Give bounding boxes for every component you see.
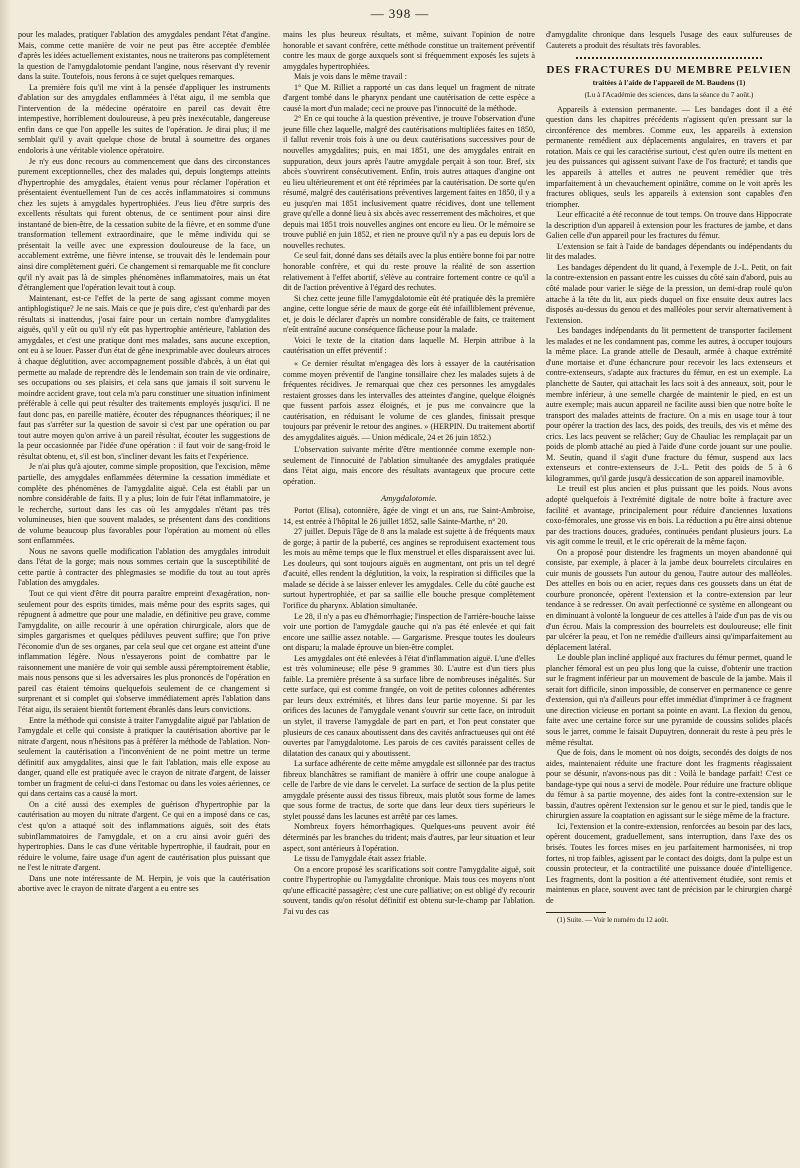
quotation: « Ce dernier résultat m'engagea dès lors à essayer de la cautérisation comme moyen préventif de l'angine tonsillaire chez les malades sujets à de fréquentes récidives. Je remarquai que chez ces personnes les amygdales restaient grosses dans les intervalles des atteintes d'angine, quelque éloignés que fussent parfois assez éloignés, et je pus me convaincre que la cautérisation, en réduisant le volume de ces glandes, finissait presque toujours par prévenir le retour des angines. » (HERPIN. Du traitement abortif des amygdalites aiguës. — Union médicale, 24 et 26 juin 1852.) (283, 358, 535, 442)
paragraph: On a proposé pour distendre les fragments un moyen abandonné qui consiste, par exemple, à placer à la jambe deux bourrelets circulaires en cuir munis de goussets l'un autour du genou, l'autre autour des malléoles. Des attelles en bois ou en acier, reçues dans ces goussets dans un état de courbure prononcée, opèrent l'extension et la contre-extension par leur tendance à se redresser. On avait perfectionné ce système en allongeant ou en diminuant à volonté la longueur de ces attelles à l'aide d'un pas de vis ou d'un écrou. Mais la compression des bourrelets est douloureuse; elle finit par ulcérer la peau, et l'on ne remédie d'ailleurs ainsi qu'imparfaitement au déplacement latéral. (546, 547, 792, 652)
footnote: (1) Suite. — Voir le numéro du 12 août. (557, 916, 669, 925)
paragraph: Que de fois, dans le moment où nos doigts, secondés des doigts de nos aides, maintenaient réduite une fracture dont les fragments réagissaient pour se désunir, n'avons-nous pas dit : Voilà le bandage parfait! C'est ce bandage-type qui nous a servi de modèle. Pour réduire une fracture oblique du fémur à sa partie moyenne, des aides font la contre-extension sur le bassin, d'autres opèrent l'extension sur le genou et sur le pied, tandis que le chirurgien assure la coaptation en agissant sur le siège même de la fracture. (546, 748, 792, 821)
paragraph: pour les malades, pratiquer l'ablation des amygdales pendant l'état d'angine. Mais, comme cette manière de voir ne peut pas être acceptée d'emblée d'après les idées actuellement existantes, nous ne traiterons pas complètement la question de l'amygdalotomie pendant l'angine, nous réservant d'y revenir dans la suite. Toutefois, nous ferons à ce sujet quelques remarques. (18, 30, 270, 82)
section-note: (Lu à l'Académie des sciences, dans la séance du 7 août.) (584, 90, 754, 100)
paragraph: Nous ne savons quelle modification l'ablation des amygdales introduit dans l'état de la gorge; mais nous sommes certain que la susceptibilité de cette partie à contracter des phlegmasies se modifie du tout au tout après l'ablation des amygdales. (18, 546, 270, 588)
paragraph: 2° En ce qui touche à la question préventive, je trouve l'observation d'une jeune fille chez laquelle, malgré des cautérisations multipliées faites en 1850, il fallut revenir trois fois à une ou deux cautérisations successives pour de nouvelles amygdalites; puis, en mai 1851, une des amygdales entrait en suppuration, deux jours après l'autre amygdale perçait à son tour. Bref, six abcès s'ouvrirent consécutivement. Enfin, trois autres attaques d'angine ont eu lieu ultérieurement et ont été réprimées par la cautérisation. De sorte qu'en résumé, malgré des cautérisations préventives largement faites en 1850, il y a eu jusqu'en mai 1851 inclusivement quatre récidives, dont une tellement grave qu'elle a donné lieu à six abcès avec resserrement des mâchoires, et que depuis mai 1851 trois nouvelles angines ont encore eu lieu. Or le mémoire se trouve publié en juin 1852, et rien ne prouve qu'il n'y a pas eu depuis lors de nouvelles rechutes. (283, 114, 535, 250)
paragraph: Je n'y eus donc recours au commencement que dans des circonstances purement exceptionnelles, chez des malades qui, depuis longtemps atteints d'hypertrophie des amygdales, étaient venus pour réclamer l'opération et présentaient éventuellement l'un de ces accès inflammatoires si communs chez les sujets à amygdales hypertrophiées. J'eus lieu d'être surpris des excellents résultats qui furent obtenus, de ce sentiment pour ainsi dire instantané de bien-être, de la cessation subite de la fièvre, et en somme d'une transformation tellement extraordinaire, que le même individu qui se présentait la veille avec une expression douloureuse de la face, un accablement extrême, une fièvre intense, se trouvait dès le lendemain pour ainsi dire complètement guéri. Ce changement si remarquable me fit conclure qu'il n'y avait pas là de simples phénomènes inflammatoires, mais un état d'étranglement que l'opération levait tout à coup. (18, 156, 270, 293)
paragraph: Le double plan incliné appliqué aux fractures du fémur permet, quand le plancher fémoral est un peu plus long que la cuisse, d'obtenir une traction sur le fragment inférieur par un mouvement de bascule de la jambe. Mais il serait fort difficile, sinon impossible, de conserver en permanence ce genre d'extension, qui n'a d'ailleurs pour effet immédiat d'imprimer à ce fragment une direction vicieuse en portant sa pointe en avant. La flexion du genou, faite avec une certaine force sur une pyramide de coussins solides placés sous le jarret, comme le faisait Dupuytren, donnerait du reste à peu près le même résultat. (546, 653, 792, 747)
section-divider (576, 57, 762, 59)
paragraph: Maintenant, est-ce l'effet de la perte de sang agissant comme moyen antiphlogistique? Je ne sais. Mais ce que je puis dire, c'est qu'enhardi par des résultats si inattendus, j'osai faire pour un certain nombre d'amygdalites aiguës, qu'il y eût ou qu'il n'y eût pas hypertrophie antérieure, l'ablation des amygdales, et c'est une pratique dont mes malades, sans aucune exception, ont eu à se louer. Passer d'un état de gêne inexprimable avec douleurs atroces à chaque déglutition, avec accompagnement possible d'abcès, à un état qui permette au malade de reprendre dès le lendemain son train de vie ordinaire, ses occupations ou ses plaisirs, et cela sans que jamais il soit survenu le moindre accident grave, tout cela m'a paru constituer une situation infiniment préférable à celle qui peut résulter des traitements employés jusqu'ici. Il ne faut donc pas, en pareille matière, écouter des répugnances théoriques; il ne faut pas s'arrêter sur la question de savoir si c'est par une opération ou par tout autre moyen qu'on arrive à un pareil résultat, écouter les suggestions de la peur occasionnée par l'idée d'une opération : il faut voir de sang-froid le résultat obtenu, et, s'il est bon, s'incliner devant les faits et l'expérience. (18, 293, 270, 461)
paragraph: L'extension se fait à l'aide de bandages dépendants ou indépendants du lit des malades. (546, 241, 792, 262)
paragraph: Les amygdales ont été enlevées à l'état d'inflammation aiguë. L'une d'elles est très volumineuse; elle pèse 9 grammes 30. L'autre est d'un tiers plus faible. La première présente à sa surface libre de nombreuses inégalités. Sur cette surface, qui est comme frangée, on voit de petites colonnes adhérentes par leurs deux extrémités, et libres dans leur partie moyenne. Si par les orifices des lacunes de l'amygdale venant s'ouvrir sur cette face, on introduit un stylet, il traverse l'amygdale de part en part, et l'on peut constater que plusieurs de ces canaux aboutissent dans des cavités anfractueuses qui ont été ouvertes par l'amygdalotome. Les parois de ces cavités paraissent celles de dilatation des canaux qui y aboutissent. (283, 653, 535, 758)
paragraph: Dans une note intéressante de M. Herpin, je vois que la cautérisation abortive avec le crayon de nitrate d'argent a eu entre ses (18, 873, 270, 894)
column-1 (18, 30, 270, 1160)
paragraph: Je n'ai plus qu'à ajouter, comme simple proposition, que l'excision, même partielle, des amygdales enflammées détermine la cessation immédiate et complète des phénomènes de l'amygdalite aiguë. Cela est établi par un nombre considérable de faits. Il y a plus; loin de fuir l'état inflammatoire, je le recherche, surtout dans les cas où les amygdales n'étant pas très volumineuses, bien que souvent malades, se présentent dans des conditions de volume beaucoup plus favorables pour l'opération au moment où elles sont enflammées. (18, 462, 270, 546)
paragraph: Leur efficacité a été reconnue de tout temps. On trouve dans Hippocrate la description d'un appareil à extension pour les fractures de jambe, et dans Galien celle d'un appareil pour les fractures du fémur. (546, 210, 792, 241)
column-3 (546, 30, 792, 1160)
paragraph: On a encore proposé les scarifications soit contre l'amygdalite aiguë, soit contre l'hypertrophie ou l'amygdalite chronique. Mais tous ces moyens n'ont qu'une efficacité passagère; c'est une cure palliative; on est obligé d'y recourir souvent, tandis qu'on résolut définitif est obtenu sur-le-champ par l'ablation. J'ai vu des cas (283, 864, 535, 916)
paragraph: Nombreux foyers hémorrhagiques. Quelques-uns peuvent avoir été déterminés par les branches du trident; mais d'autres, par leur situation et leur aspect, sont antérieurs à l'opération. (283, 822, 535, 853)
paragraph: Appareils à extension permanente. — Les bandages dont il a été question dans les chapitres précédents n'agissent qu'en pressant sur la circonférence des membres. Comme eux, les appareils à extension permanente remédient aux déplacements angulaires, en travers et par rotation. Mais ce qui les caractérise surtout, c'est qu'en outre ils mettent en jeu des puissances qui agissent suivant l'axe de l'os fracturé; et tandis que les appareils à attelles et autres ne peuvent remédier que très imparfaitement à un chevauchement opiniâtre, comme on le voit après les fractures obliques, seuls les appareils à extension sont capables d'en triompher. (546, 104, 792, 209)
paragraph: Le 28, il n'y a pas eu d'hémorrhagie; l'inspection de l'arrière-bouche laisse voir une portion de l'amygdale gauche qui n'a pas été enlevée et qui fait encore une saillie assez notable. — Gargarisme. Presque toutes les douleurs ont disparu; la malade éprouve un bien-être complet. (283, 611, 535, 653)
paragraph: Portot (Elisa), cotonnière, âgée de vingt et un ans, rue Saint-Ambroise, 14, est entrée à l'hôpital le 26 juillet 1852, salle Sainte-Marthe, n° 20. (283, 506, 535, 526)
section-title: DES FRACTURES DU MEMBRE PELVIEN (546, 64, 792, 77)
paragraph: Tout ce qui vient d'être dit pourra paraître empreint d'exagération, non-seulement pour des esprits timides, mais même pour des esprits sages, qui répugnent à admettre que pour une maladie, en définitive peu grave, comme l'amygdalite, on aille recourir à une opération chirurgicale, alors que de simples gargarismes et quelques pédiluves peuvent suffire; que l'on prive l'économie d'un de ses organes, par cela seul que cet organe est atteint d'une inflammation légère. Nous n'essayerons point de combattre par le raisonnement une manière de voir qui semble aussi péremptoirement établie, mais nous pensons que si les adversaires les plus prononcés de l'opération en pareil cas étaient témoins quelquefois seulement de ce changement si surprenant et si complet qui s'observe immédiatement après l'ablation dans l'état aigu, ils seraient bientôt fortement ébranlés dans leurs convictions. (18, 588, 270, 714)
paragraph: 27 juillet. Depuis l'âge de 8 ans la malade est sujette à de fréquents maux de gorge; à partir de la puberté, ces angines se reproduisent exactement tous les mois au même temps que le flux menstruel et elles disparaissent avec lui. Les douleurs, qui sont toujours aiguës en augmentant, ont pris un tel degré d'acuité, elles rendent la déglutition, la voix, la respiration si difficiles que la malade se décide à se laisser enlever les amygdales. Celle du côté gauche est surtout hypertrophiée, et par sa saillie elle bouche presque complètement l'orifice du pharynx. Ablation simultanée. (283, 527, 535, 610)
section-subtitle: traitées à l'aide de l'appareil de M. Baudens (1) (592, 77, 746, 87)
paragraph: Si chez cette jeune fille l'amygdalotomie eût été pratiquée dès la première angine, cette longue série de maux de gorge eût été infailliblement prévenue, et, je dois le déclarer d'après un nombre considérable de faits, ce traitement n'eût entraîné aucune conséquence fâcheuse pour la malade. (283, 293, 535, 335)
paragraph: Le treuil est plus ancien et plus puissant que les poids. Nous avons adopté quelquefois à l'extrémité digitale de notre boîte à fracture avec facilité et avantage, principalement pour réduire d'anciennes luxations coxo-fémorales, une grosse vis en bois. La réduction a pu être ainsi obtenue par des tractions douces, graduées, continuées pendant plusieurs jours. La vis agit comme le treuil, et le cric opérerait de la même façon. (546, 484, 792, 547)
paragraph: Ici, l'extension et la contre-extension, renforcées au besoin par des lacs, opèrent doucement, graduellement, sans interruption, dans l'axe des os brisés. Toutes les forces mises en jeu parfaitement harmonisées, ni trop fortes, ni trop faibles, agissent par le contact des doigts, dont la pulpe est un coussin protecteur, et la contractilité une puissance douée d'intelligence. Les fragments, dont la position a été attentivement étudiée, sont remis et maintenus en place, souvent avec tant de précision par le chirurgien chargé de (546, 821, 792, 905)
paragraph: Entre la méthode qui consiste à traiter l'amygdalite aiguë par l'ablation de l'amygdale et celle qui consiste à pratiquer la cautérisation abortive par le nitrate d'argent, nous n'hésitons pas à préférer la méthode de l'ablation. Non-seulement la cautérisation a l'inconvénient de ne point mettre un terme définitif aux amygdalites, ainsi que le fait l'ablation, mais elle expose au danger, quand elle est pratiquée avec le crayon de nitrate d'argent, de laisser tomber un fragment de celui-ci dans l'estomac ou dans les voies aériennes, ce qui dans certains cas a causé la mort. (18, 715, 270, 799)
binding-shadow (0, 0, 10, 1168)
paragraph: Les bandages dépendent du lit quand, à l'exemple de J.-L. Petit, on fait la contre-extension en passant entre les cuisses du côté sain d'abord, puis au côté malade pour varier le siège de la pression, un demi-drap roulé qu'on attache à la tête du lit, aux pieds duquel on fixe ensuite deux autres lacs disposés au-dessus du genou et des malléoles pour servir alternativement à l'extension. (546, 262, 792, 325)
footnote-divider (546, 912, 606, 913)
paragraph: Ce seul fait, donné dans ses détails avec la plus entière bonne foi par notre honorable confrère, et qui du reste prouve la réalité de son assertion relativement à l'effet abortif, s'élève au contraire fortement contre ce qu'il a dit de l'action préventive à l'égard des rechutes. (283, 251, 535, 293)
paragraph: La première fois qu'il me vint à la pensée d'appliquer les instruments d'ablation sur des amygdales enflammées à l'état aigu, il me sembla que l'intervention de la médecine opératoire en pareil cas devait être intempestive, horriblement douloureuse, à peu près inexécutable, dangereuse enfin dans ce que l'on appelle les suites de l'opération. Je dirai plus; il me semblait qu'il y avait quelque chose de brutal à soumettre des organes endoloris à une véritable violence opératoire. (18, 82, 270, 156)
case-subheading: Amygdalotomie. (380, 492, 438, 503)
paragraph: L'observation suivante mérite d'être mentionnée comme exemple non-seulement de l'innocuité de l'ablation simultanée des amygdales pratiquée dans l'état aigu, mais encore des résultats avantageux que procure cette opération. (283, 445, 535, 486)
paragraph: Les bandages indépendants du lit permettent de transporter facilement les malades et ne les condamnent pas, comme les autres, à occuper toujours la même place. La grande attelle de Desault, armée à chaque extrémité d'une mortaise et d'une échancrure pour recevoir les lacs extenseurs et contre-extenseurs, s'adapte aux fractures du fémur, en est un exemple. La planchette de Sauter, qui attachait les lacs soit à des anneaux, soit, pour le membre inférieur, à une semelle chargée de maintenir le pied, en est un autre exemple; mais aucun appareil ne facilite aussi bien que notre boîte le transport des malades atteints de fracture. On a mis en usage tour à tour pour opérer la traction des lacs, des poids, des treuils, des vis et même des crics. Les lacs peuvent se relâcher; Guy de Chauliac les remplaçait par un poids de plomb attaché au pied à l'aide d'une corde jouant sur une poulie. M. Seutin, quand il s'agit d'une fracture du fémur, suspend aux lacs extenseurs et contre-extenseurs de J.-L. Petit des poids de 5 à 6 kilogrammes, qu'il garde jusqu'à dessiccation de son appareil inamovible. (546, 326, 792, 483)
page-number: — 398 — (0, 6, 800, 22)
paragraph: Mais je vois dans le même travail : (294, 72, 408, 82)
paragraph: mains les plus heureux résultats, et même, suivant l'opinion de notre honorable et savant confrère, cette méthode constitue un traitement préventif contre les maux de gorge auxquels sont si fréquemment exposés les sujets à amygdales hypertrophiées. (283, 30, 535, 71)
paragraph: Voici le texte de la citation dans laquelle M. Herpin attribue à la cautérisation un effet préventif : (283, 335, 535, 356)
paragraph: La surface adhérente de cette même amygdale est sillonnée par des tractus fibreux blanchâtres se ramifiant de manière à offrir une coupe analogue à celle de l'arbre de vie dans le cervelet. La surface de section de la plus petite amygdale présente aussi des tissus fibreux, mais plutôt sous forme de lames que sous forme de tractus, de sorte que dans leur deux tiers supérieurs le stylet poussé dans les lacunes est arrêté par ces lames. (283, 759, 535, 821)
paragraph: d'amygdalite chronique dans lesquels l'usage des eaux sulfureuses de Cauterets a produit des résultats très favorables. (546, 30, 792, 50)
paragraph: On a cité aussi des exemples de guérison d'hypertrophie par la cautérisation au moyen du nitrate d'argent. Ce qui en a imposé dans ce cas, c'est qu'on a attaqué soit des inflammations aiguës, soit des états subinflammatoires de l'amygdale, et on a cru ainsi avoir guéri des hypertrophies. Dans le cas d'une véritable hypertrophie, il faudrait, pour en réduire le volume, faire usage d'un agent de cautérisation plus puissant que ne l'est le nitrate d'argent. (18, 799, 270, 873)
paragraph: Le tissu de l'amygdale était assez friable. (294, 854, 427, 864)
paragraph: 1° Que M. Rilliet a rapporté un cas dans lequel un fragment de nitrate d'argent tombé dans le pharynx pendant une cautérisation de cette espèce a causé la mort d'un malade; ceci ne prouve pas l'innocuité de la méthode. (283, 82, 535, 113)
column-2 (283, 30, 535, 1160)
